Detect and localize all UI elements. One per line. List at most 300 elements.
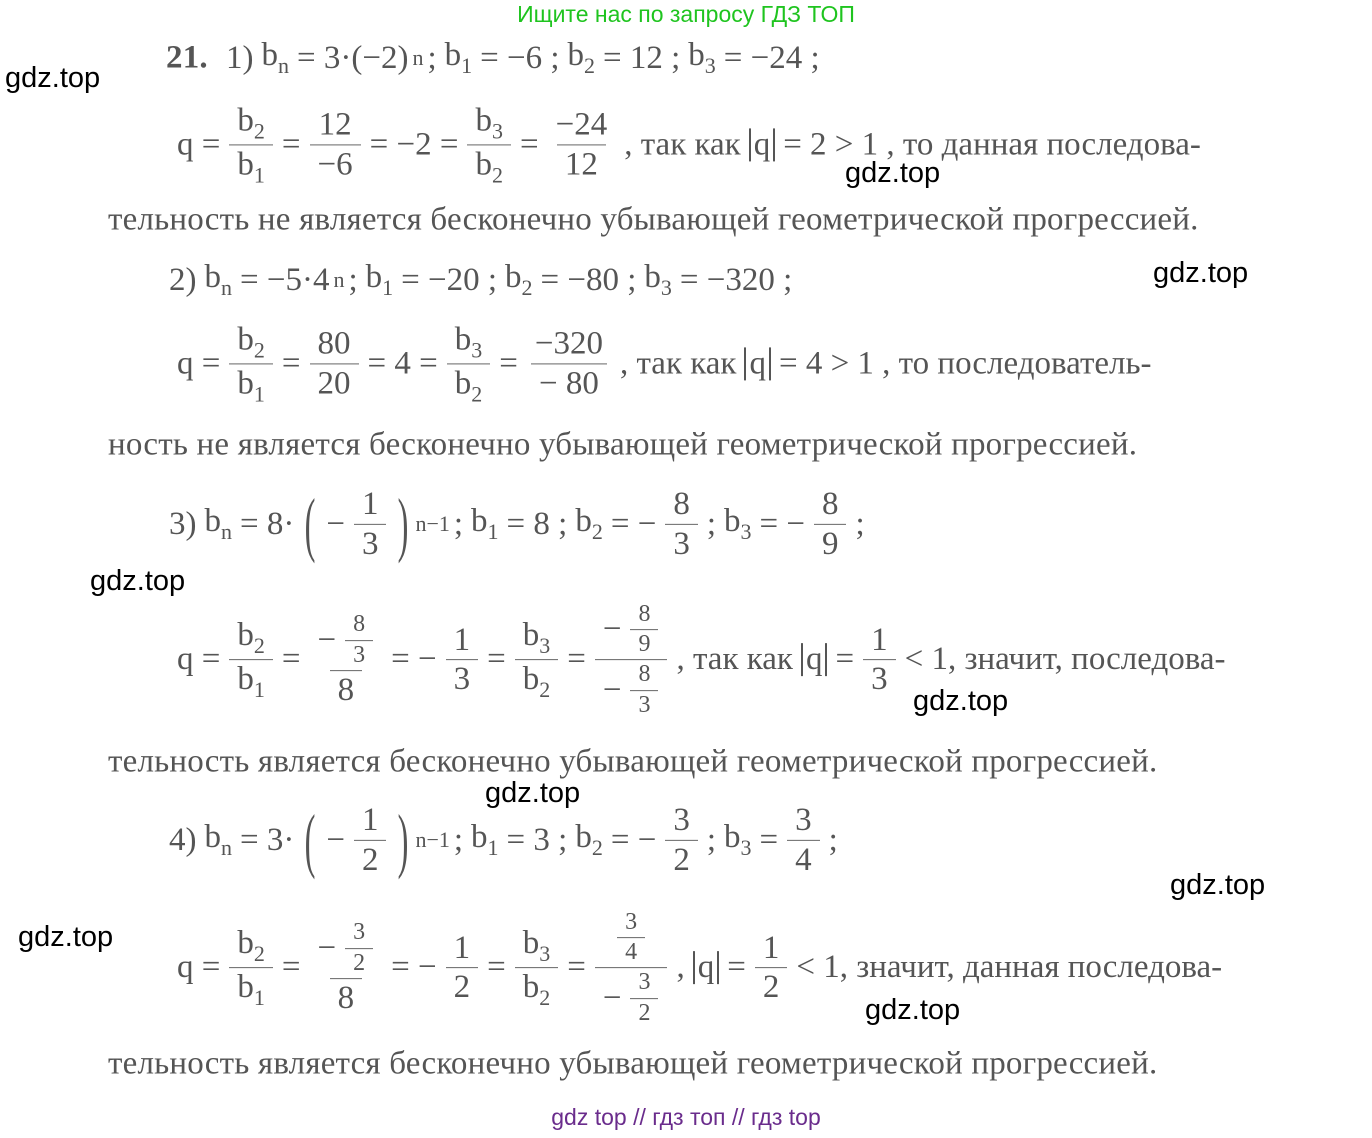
watermark: gdz.top (1153, 257, 1249, 289)
formula-line (173, 910, 1226, 1026)
numerator (345, 612, 373, 639)
math-text: − (317, 929, 337, 966)
denominator (863, 660, 896, 698)
fraction (345, 920, 373, 975)
b-term: $b_2$ (522, 661, 551, 703)
numerator (229, 322, 273, 363)
formula-line (165, 484, 869, 564)
footer-links: gdz top // гдз топ // гдз top (551, 1104, 821, 1130)
math-text: 2 (453, 969, 471, 1006)
fraction (446, 623, 479, 697)
formula-line (173, 322, 1156, 405)
math-text: = − (759, 505, 805, 542)
fraction (665, 803, 698, 877)
fraction (515, 618, 559, 701)
math-text: = (759, 821, 779, 858)
fraction (310, 920, 383, 1015)
math-text: = − (610, 505, 657, 542)
formula-line (173, 103, 1205, 186)
watermark: gdz.top (90, 565, 186, 597)
denominator (354, 524, 387, 562)
math-text: 2 (353, 949, 366, 976)
subscript: 3 (491, 118, 503, 144)
math-text: = (281, 126, 301, 163)
fraction (548, 108, 616, 182)
subscript: 2 (253, 633, 265, 659)
fraction (630, 971, 658, 1026)
denominator (330, 978, 363, 1016)
numerator (787, 803, 820, 840)
numerator (229, 103, 273, 144)
fraction (787, 803, 820, 877)
exponent: n (412, 45, 424, 70)
math-text: q = (177, 126, 221, 163)
denominator (310, 145, 361, 183)
subscript: 3 (704, 53, 716, 78)
b-term: $b_2$ (475, 146, 503, 188)
denominator (447, 364, 491, 406)
denominator (515, 660, 559, 702)
math-text: 4 (625, 939, 638, 966)
fraction (527, 327, 611, 401)
formula-line (222, 37, 824, 79)
math-text: 1 (453, 621, 471, 658)
b-term: $b_1$ (237, 969, 265, 1011)
subscript: 2 (539, 677, 551, 703)
b-term: $b_2$ (522, 969, 551, 1011)
math-text: 8 (821, 485, 839, 522)
subscript: n (221, 275, 232, 300)
fraction (447, 322, 491, 405)
math-text: 3 (353, 919, 366, 946)
denominator (755, 968, 788, 1006)
formula-line (173, 602, 1230, 718)
right-paren: ) (398, 484, 409, 564)
numerator (527, 327, 611, 364)
subscript: 1 (253, 162, 265, 188)
fraction (310, 612, 383, 707)
math-text: = (519, 126, 539, 163)
math-text: = 3· (240, 821, 295, 858)
numerator (630, 663, 658, 690)
math-text: 8 (638, 601, 651, 628)
text-line: тельность является бесконечно убывающей геометрической прогрессией. (108, 743, 1158, 780)
math-text: 1 (871, 621, 888, 658)
math-text: −320 (534, 325, 603, 362)
math-text: , так как (624, 126, 741, 163)
fraction (354, 803, 387, 877)
math-text: 3 (673, 525, 690, 562)
math-text: 3 (361, 525, 379, 562)
math-text: = 3·(−2) (297, 39, 409, 76)
absolute-value: q (801, 644, 828, 677)
math-text: = (835, 641, 855, 678)
b-term: $b_2$ (237, 617, 265, 659)
math-text: , так как (676, 641, 793, 678)
math-text: 3 (638, 969, 651, 996)
math-text: 9 (821, 525, 839, 562)
denominator (814, 524, 847, 562)
math-text: 1 (361, 801, 379, 838)
math-text: = (281, 345, 301, 382)
math-text: = 4 > 1 , то последователь- (778, 345, 1152, 382)
subscript: 3 (539, 941, 551, 967)
b-term: $b_1$ (471, 503, 499, 544)
watermark: gdz.top (865, 994, 961, 1026)
subscript: 3 (660, 275, 672, 300)
formula-line (165, 259, 796, 301)
math-text: 8 (638, 661, 651, 688)
b-term: $b_2$ (237, 321, 265, 363)
math-text: q = (177, 641, 221, 678)
left-paren: ( (304, 800, 316, 880)
b-term: $b_n$ (261, 37, 289, 78)
denominator (345, 948, 373, 976)
b-term: $b_1$ (444, 37, 473, 78)
denominator (229, 660, 273, 702)
b-term: $b_2$ (237, 102, 265, 144)
denominator (446, 968, 479, 1006)
right-paren: ) (398, 800, 409, 880)
exponent: n−1 (415, 511, 450, 536)
math-text: − (602, 671, 622, 708)
math-text: = −6 ; (480, 39, 560, 76)
numerator (665, 487, 698, 524)
denominator (229, 364, 273, 406)
fraction (617, 910, 645, 965)
numerator (354, 803, 387, 840)
math-text: = 2 > 1 , то данная последова- (783, 126, 1201, 163)
math-text: 2 (361, 841, 379, 878)
fraction (310, 108, 361, 182)
math-text: = − (391, 949, 437, 986)
subscript: 2 (539, 985, 551, 1011)
math-text: 12 (564, 146, 598, 183)
math-text: = −80 ; (540, 261, 637, 298)
math-text: 1 (762, 929, 780, 966)
math-text: q = (177, 949, 221, 986)
math-text: = −320 ; (679, 261, 793, 298)
subscript: 2 (591, 835, 603, 860)
math-text: ; (453, 821, 464, 858)
search-banner: Ищите нас по запросу ГДЗ ТОП (517, 1, 855, 27)
fraction (630, 663, 658, 718)
watermark: gdz.top (5, 62, 101, 94)
numerator (630, 602, 658, 629)
numerator (630, 971, 658, 998)
math-text: < 1, значит, данная последова- (796, 949, 1223, 986)
math-text: 1 (453, 929, 471, 966)
math-text: −6 (317, 146, 353, 183)
math-text: −24 (555, 106, 608, 143)
math-text: = − (391, 641, 437, 678)
math-text: = (487, 949, 506, 986)
math-text: 4) (169, 821, 197, 858)
watermark: gdz.top (845, 157, 941, 189)
b-term: $b_3$ (475, 102, 503, 144)
math-text: = (727, 949, 746, 986)
math-text: = −5·4 (240, 261, 330, 298)
b-term: $b_2$ (454, 365, 483, 407)
math-text: = 4 = (367, 345, 438, 382)
watermark: gdz.top (1170, 869, 1266, 901)
math-text: 1 (361, 485, 379, 522)
denominator (229, 968, 273, 1010)
subscript: 1 (253, 985, 265, 1011)
math-text: ; (706, 821, 716, 858)
denominator (595, 660, 668, 718)
numerator (354, 487, 387, 524)
b-term: $b_3$ (522, 925, 551, 967)
subscript: 1 (487, 519, 499, 544)
absolute-value: q (744, 348, 771, 381)
numerator (515, 926, 559, 967)
numerator (229, 926, 273, 967)
fraction (229, 618, 273, 701)
denominator (595, 968, 668, 1026)
fraction (229, 926, 273, 1009)
fraction (345, 612, 373, 667)
denominator (467, 145, 511, 187)
subscript: n (221, 835, 232, 860)
subscript: 2 (591, 519, 603, 544)
numerator (310, 612, 383, 669)
numerator (608, 910, 654, 967)
b-term: $b_1$ (237, 661, 265, 703)
math-text: − (326, 505, 345, 542)
math-text: = (487, 641, 506, 678)
math-text: 8 (337, 671, 355, 708)
b-term: $b_3$ (644, 259, 672, 300)
math-text: 20 (317, 365, 351, 402)
text-line: тельность является бесконечно убывающей геометрической прогрессией. (108, 1045, 1158, 1082)
denominator (310, 364, 359, 402)
math-text: − (326, 821, 345, 858)
b-term: $b_2$ (505, 259, 533, 300)
math-text: 3 (625, 909, 638, 936)
numerator (595, 602, 668, 659)
subscript: 3 (740, 519, 752, 544)
math-text: 2) (169, 261, 197, 298)
watermark: gdz.top (913, 685, 1009, 717)
fraction (229, 103, 273, 186)
denominator (557, 145, 606, 183)
math-text: 3 (673, 801, 690, 838)
math-text: 3 (871, 661, 888, 698)
math-text: 4 (795, 841, 812, 878)
math-text: = −24 ; (723, 39, 820, 76)
math-text: ; (427, 39, 437, 76)
b-term: $b_n$ (204, 259, 232, 300)
subscript: n (278, 53, 289, 78)
math-text: − (602, 611, 622, 648)
math-text: 2 (638, 999, 651, 1026)
exponent: n (333, 267, 345, 292)
b-term: $b_2$ (567, 37, 596, 78)
fraction (229, 322, 273, 405)
math-text: = (281, 949, 301, 986)
math-text: 3) (169, 505, 197, 542)
fraction (595, 602, 668, 718)
subscript: n (221, 519, 232, 544)
watermark: gdz.top (485, 777, 581, 809)
fraction (467, 103, 511, 186)
math-text: ; (453, 505, 464, 542)
fraction (354, 487, 387, 561)
math-text: 8 (353, 611, 366, 638)
fraction (310, 327, 359, 401)
b-term: $b_3$ (688, 37, 716, 78)
math-text: 8 (673, 485, 690, 522)
b-term: $b_n$ (204, 503, 232, 544)
math-text: 2 (673, 841, 690, 878)
denominator (617, 937, 645, 965)
denominator (630, 998, 658, 1026)
fraction (515, 926, 559, 1009)
denominator (531, 364, 607, 402)
math-text: ; (828, 821, 838, 858)
math-text: = (499, 345, 518, 382)
watermark: gdz.top (18, 921, 114, 953)
math-text: = −20 ; (401, 261, 498, 298)
subscript: 2 (253, 337, 265, 363)
fraction (630, 602, 658, 657)
b-term: $b_2$ (575, 503, 603, 544)
numerator (310, 920, 383, 977)
math-text: 12 (318, 106, 352, 143)
numerator (446, 623, 479, 660)
numerator (447, 322, 491, 363)
denominator (330, 670, 363, 708)
subscript: 3 (539, 633, 551, 659)
numerator (310, 327, 359, 364)
subscript: 2 (471, 381, 483, 407)
subscript: 2 (584, 53, 596, 78)
math-text: ; (706, 505, 716, 542)
numerator (617, 910, 645, 937)
b-term: $b_1$ (237, 365, 265, 407)
subscript: 2 (491, 162, 503, 188)
b-term: $b_3$ (454, 321, 483, 363)
subscript: 1 (461, 53, 473, 78)
fraction (665, 487, 698, 561)
math-text: = − (610, 821, 657, 858)
absolute-value: q (749, 129, 776, 162)
math-text: = (567, 641, 586, 678)
math-text: ; (855, 505, 865, 542)
fraction (814, 487, 847, 561)
fraction (863, 623, 896, 697)
math-text: = 8· (240, 505, 295, 542)
numerator (515, 618, 559, 659)
numerator (229, 618, 273, 659)
absolute-value: q (693, 952, 720, 985)
numerator (345, 920, 373, 947)
subscript: 1 (253, 677, 265, 703)
math-text: = 8 ; (506, 505, 568, 542)
numerator (665, 803, 698, 840)
math-text: 8 (337, 979, 355, 1016)
subscript: 2 (521, 275, 533, 300)
math-text: 2 (762, 969, 780, 1006)
text-line: ность не является бесконечно убывающей геометрической прогрессией. (108, 426, 1138, 463)
denominator (630, 690, 658, 718)
subscript: 1 (253, 381, 265, 407)
math-text: = 12 ; (603, 39, 681, 76)
subscript: 3 (740, 835, 752, 860)
numerator (311, 108, 360, 145)
b-term: $b_2$ (237, 925, 265, 967)
b-term: $b_1$ (237, 146, 265, 188)
b-term: $b_1$ (471, 819, 499, 860)
math-text: − (317, 621, 337, 658)
math-text: 1) (226, 39, 254, 76)
numerator (467, 103, 511, 144)
math-text: , так как (619, 345, 737, 382)
denominator (354, 840, 387, 878)
math-text: 3 (353, 641, 366, 668)
numerator (446, 931, 479, 968)
math-text: q = (177, 345, 221, 382)
math-text: 80 (317, 325, 351, 362)
b-term: $b_3$ (723, 819, 752, 860)
problem-number: 21. (166, 39, 208, 76)
math-text: < 1, значит, последова- (904, 641, 1226, 678)
denominator (665, 524, 698, 562)
math-text: 3 (453, 661, 471, 698)
fraction (755, 931, 788, 1005)
math-text: = (567, 949, 586, 986)
fraction (595, 910, 668, 1026)
subscript: 1 (487, 835, 499, 860)
math-text: = (281, 641, 301, 678)
subscript: 2 (253, 941, 265, 967)
subscript: 2 (253, 118, 265, 144)
parenthesized (298, 484, 415, 564)
b-term: $b_2$ (575, 819, 603, 860)
math-text: 3 (795, 801, 812, 838)
fraction (446, 931, 479, 1005)
math-text: ; (348, 261, 358, 298)
math-text: 9 (638, 631, 651, 658)
formula-line (165, 800, 842, 880)
exponent: n−1 (415, 827, 450, 852)
b-term: $b_3$ (723, 503, 752, 544)
b-term: $b_3$ (522, 617, 551, 659)
math-text: = −2 = (369, 126, 459, 163)
parenthesized (298, 800, 415, 880)
left-paren: ( (304, 484, 316, 564)
denominator (630, 629, 658, 657)
math-text: − 80 (538, 365, 599, 402)
math-text: , (676, 949, 685, 986)
b-term: $b_1$ (365, 259, 394, 300)
subscript: 3 (471, 337, 483, 363)
math-text: 3 (638, 691, 651, 718)
denominator (446, 660, 479, 698)
b-term: $b_n$ (204, 819, 232, 860)
denominator (229, 145, 273, 187)
numerator (863, 623, 896, 660)
denominator (665, 840, 698, 878)
denominator (345, 640, 373, 668)
numerator (755, 931, 788, 968)
numerator (548, 108, 616, 145)
numerator (814, 487, 847, 524)
denominator (515, 968, 559, 1010)
subscript: 1 (382, 275, 394, 300)
math-text: − (602, 979, 622, 1016)
